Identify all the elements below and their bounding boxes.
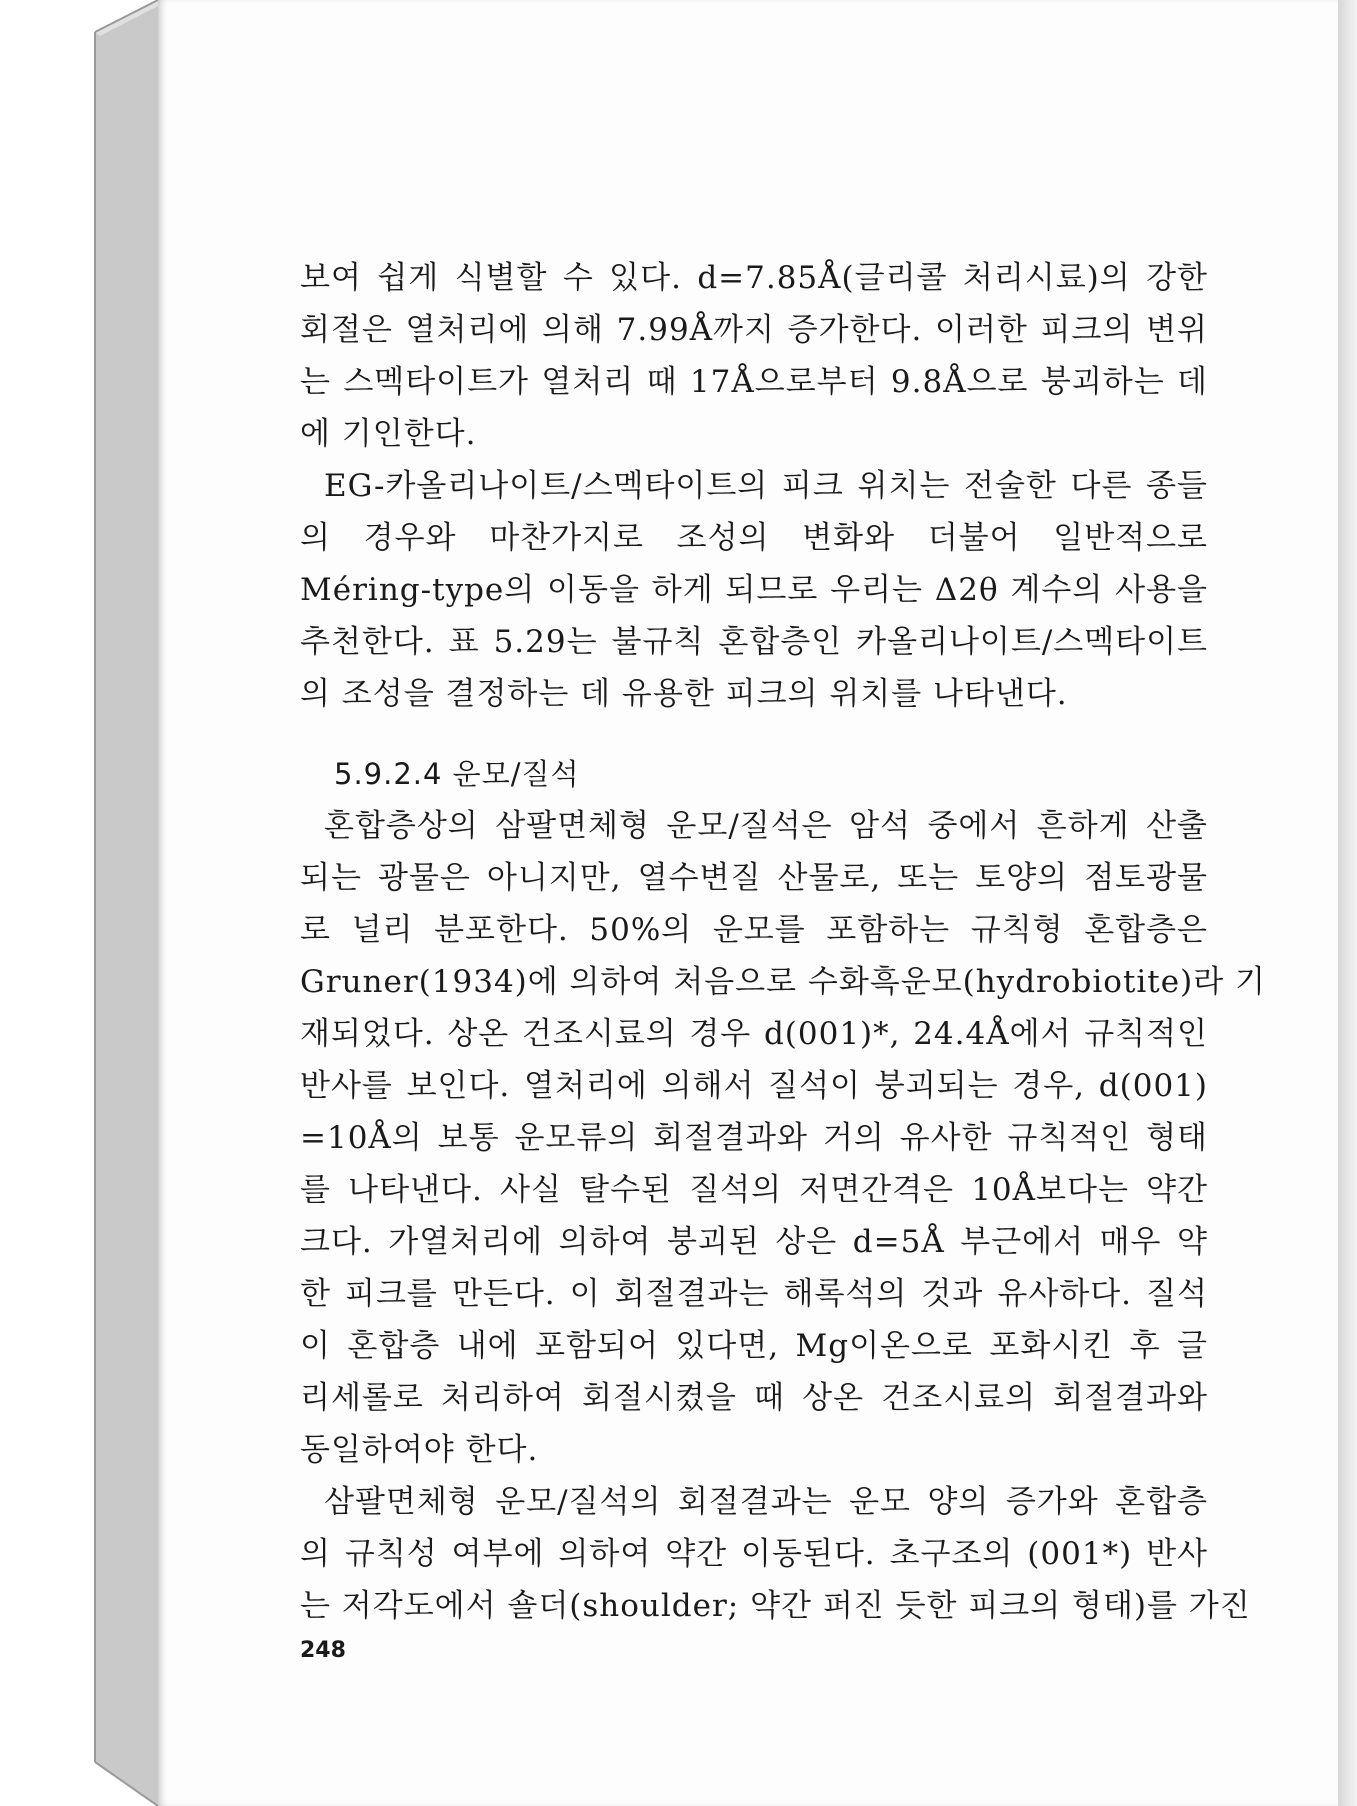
text-line: 보여 쉽게 식별할 수 있다. d=7.85Å(글리콜 처리시료)의 강한 — [300, 260, 1208, 296]
text-line: 를 나타낸다. 사실 탈수된 질석의 저면간격은 10Å보다는 약간 — [300, 1172, 1208, 1208]
page-number: 248 — [300, 1638, 346, 1663]
text-line: 리세롤로 처리하여 회절시켰을 때 상온 건조시료의 회절결과와 — [300, 1380, 1208, 1416]
text-line: =10Å의 보통 운모류의 회절결과와 거의 유사한 규칙적인 형태 — [300, 1120, 1208, 1156]
text-line: 삼팔면체형 운모/질석의 회절결과는 운모 양의 증가와 혼합층 — [324, 1484, 1208, 1520]
text-line: 되는 광물은 아니지만, 열수변질 산물로, 또는 토양의 점토광물 — [300, 860, 1208, 896]
text-line: 재되었다. 상온 건조시료의 경우 d(001)*, 24.4Å에서 규칙적인 — [300, 1016, 1208, 1052]
text-line: 혼합층상의 삼팔면체형 운모/질석은 암석 중에서 흔하게 산출 — [324, 808, 1208, 844]
page-edge — [1338, 0, 1357, 1806]
text-line: 에 기인한다. — [300, 416, 477, 452]
text-line: 회절은 열처리에 의해 7.99Å까지 증가한다. 이러한 피크의 변위 — [300, 312, 1208, 348]
text-line: 의 조성을 결정하는 데 유용한 피크의 위치를 나타낸다. — [300, 676, 1068, 712]
text-line: Gruner(1934)에 의하여 처음으로 수화흑운모(hydrobiotite)라 기 — [300, 964, 1266, 1000]
text-line: 의 규칙성 여부에 의하여 약간 이동된다. 초구조의 (001*) 반사 — [300, 1536, 1208, 1572]
text-line: 추천한다. 표 5.29는 불규칙 혼합층인 카올리나이트/스멕타이트 — [300, 624, 1208, 660]
text-line: 는 스멕타이트가 열처리 때 17Å으로부터 9.8Å으로 붕괴하는 데 — [300, 364, 1208, 400]
text-line: 한 피크를 만든다. 이 회절결과는 해록석의 것과 유사하다. 질석 — [300, 1276, 1208, 1312]
text-line: 의 경우와 마찬가지로 조성의 변화와 더불어 일반적으로 — [300, 520, 1208, 556]
text-line: 반사를 보인다. 열처리에 의해서 질석이 붕괴되는 경우, d(001) — [300, 1068, 1208, 1104]
text-line: 로 널리 분포한다. 50%의 운모를 포함하는 규칙형 혼합층은 — [300, 912, 1208, 948]
text-line: Méring-type의 이동을 하게 되므로 우리는 Δ2θ 계수의 사용을 — [300, 572, 1208, 608]
text-line: 크다. 가열처리에 의하여 붕괴된 상은 d=5Å 부근에서 매우 약 — [300, 1224, 1208, 1260]
section-heading: 5.9.2.4 운모/질석 — [334, 757, 580, 791]
text-line: 동일하여야 한다. — [300, 1432, 539, 1468]
text-line: 는 저각도에서 숄더(shoulder; 약간 퍼진 듯한 피크의 형태)를 가진 — [300, 1588, 1251, 1624]
text-line: EG-카올리나이트/스멕타이트의 피크 위치는 전술한 다른 종들 — [324, 468, 1208, 504]
text-line: 이 혼합층 내에 포함되어 있다면, Mg이온으로 포화시킨 후 글 — [300, 1328, 1208, 1364]
